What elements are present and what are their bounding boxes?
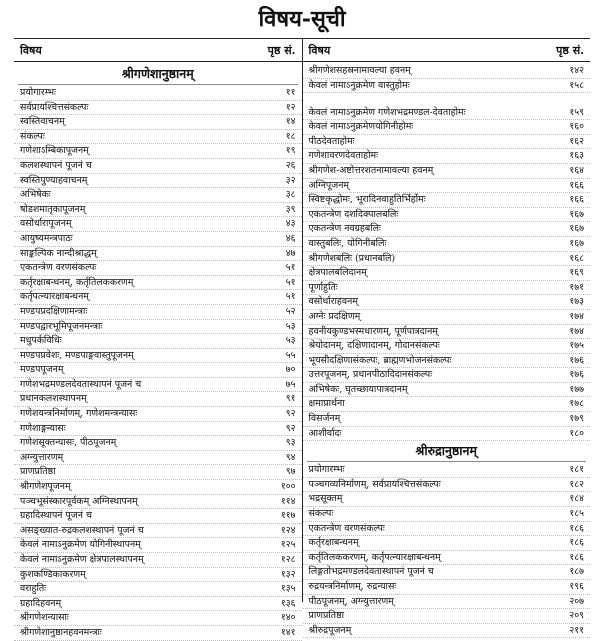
entry-page-number: १६० [569, 121, 584, 133]
entry-page-number: १७४ [569, 325, 584, 337]
entry-page-number: १८० [569, 427, 584, 439]
entry-title: आयुष्यमन्त्रपाठः [20, 232, 73, 244]
entry-page-number: १९६ [569, 581, 584, 592]
entry-page-number: १६९ [569, 267, 584, 279]
section-heading: श्रीगणेशानुष्ठानम् [18, 64, 298, 85]
toc-entry [14, 626, 302, 641]
toc-entry [303, 412, 591, 427]
toc-entry [14, 378, 302, 393]
toc-entry [14, 130, 302, 145]
entry-page-number: ३२ [285, 174, 296, 186]
toc-entry [303, 149, 591, 164]
toc-entry [303, 565, 591, 580]
entry-title: श्रीगणेशसहस्रनामावल्या हवनम् [308, 65, 411, 76]
entry-page-number: २०९ [569, 610, 584, 622]
entry-title: प्राणप्रतिष्ठा [20, 466, 56, 478]
toc-entry [14, 174, 302, 189]
toc-entry [14, 392, 302, 407]
entry-title: श्रीगणेश-अष्टोत्तरशतनामावल्या हवनम् [308, 164, 434, 176]
entry-title: अग्न्युत्तारणम् [20, 451, 64, 463]
toc-entry [14, 144, 302, 159]
toc-entry [303, 624, 591, 639]
toc-entry [14, 276, 302, 291]
toc-entry [14, 436, 302, 451]
toc-entry [303, 536, 591, 551]
toc-entry [303, 93, 591, 120]
entry-page-number: १६२ [569, 135, 584, 147]
entry-title: गणेशयन्त्रनिर्माणम्, गणेशमन्त्रन्यासः [20, 408, 138, 420]
entry-page-number: ९१ [285, 393, 296, 405]
toc-entry [303, 383, 591, 398]
entry-page-number: २६ [285, 159, 296, 171]
entry-page-number: १४० [280, 612, 296, 624]
toc-entry [303, 522, 591, 537]
toc-entry [303, 266, 591, 281]
entry-title: पीठदेवताहोमः [308, 135, 355, 147]
toc-entry [14, 217, 302, 232]
toc-entry [14, 334, 302, 349]
entry-title: प्रयोगारम्भः [20, 87, 57, 98]
toc-entry [14, 247, 302, 262]
toc-entry [14, 568, 302, 583]
entry-title: साङ्कल्पिक नान्दीश्राद्धम् [20, 247, 97, 259]
entry-page-number: १७८ [569, 398, 584, 410]
entry-page-number: १६८ [569, 252, 584, 264]
toc-entry [14, 407, 302, 422]
entry-page-number: १६३ [569, 150, 584, 162]
entry-title: आशीर्वादः [308, 427, 342, 439]
entry-page-number: २११ [569, 624, 584, 636]
entry-title: स्वस्तिवाचनम् [20, 116, 65, 128]
entry-page-number: १७७ [569, 383, 584, 395]
entry-page-number: १६७ [569, 237, 584, 249]
entry-title: मण्डपपूजनम् [20, 364, 64, 376]
toc-entry [14, 305, 302, 320]
toc-entry [303, 179, 591, 194]
entry-page-number: १४१ [280, 626, 296, 638]
toc-entry [303, 463, 591, 478]
entry-page-number: १४२ [569, 65, 584, 76]
toc-entry [14, 203, 302, 218]
entry-title: षोडशमातृकापूजनम् [20, 203, 86, 215]
toc-entry [303, 164, 591, 179]
entry-page-number: १७३ [569, 296, 584, 308]
entry-title: मण्डपप्रदक्षिणामन्त्राः [20, 305, 88, 317]
entry-title: प्राणप्रतिष्ठा [308, 610, 345, 622]
toc-entry [14, 115, 302, 130]
toc-entry [14, 86, 302, 101]
toc-entry [303, 580, 591, 595]
toc-entry [303, 295, 591, 310]
entry-page-number: ५३ [285, 320, 296, 332]
toc-right-column [302, 62, 591, 636]
toc-entry [14, 451, 302, 466]
entry-title: पूर्णाहुतिः [308, 281, 338, 293]
entry-title: ग्रहादिहवनम् [20, 597, 62, 609]
toc-entry [14, 495, 302, 510]
entry-title: एकतन्त्रेण नवग्रहबलिः [308, 223, 381, 235]
entry-title: श्रेयोदानम्, दक्षिणादानम्, गोदानसंकल्पः [308, 340, 440, 352]
toc-columns [14, 62, 590, 638]
entry-title: स्विष्टकृद्धोमः, भूरादिनवाहुतिर्भिर्होमः [308, 194, 426, 206]
toc-entry [14, 101, 302, 116]
toc-entry [14, 480, 302, 495]
entry-page-number: ७० [285, 364, 296, 376]
entry-page-number: १८४ [569, 493, 584, 505]
entry-title: प्रयोगारम्भः [308, 464, 345, 476]
toc-entry [303, 222, 591, 237]
toc-entry [14, 611, 302, 626]
toc-entry [303, 368, 591, 383]
entry-page-number: १८ [285, 130, 296, 142]
entry-title: एकतन्त्रेण दशदिक्पालबलिः [308, 208, 399, 220]
header-right [302, 39, 591, 61]
toc-entry [303, 135, 591, 150]
entry-title: गणेशसूक्तन्यासः, पीठपूजनम् [20, 437, 117, 449]
entry-title: कलशस्थापनं पूजनं च [20, 159, 92, 171]
toc-entry [14, 524, 302, 539]
entry-title: गणेशाऽम्बिकापूजनम् [20, 145, 89, 157]
entry-title: अग्नेः प्रदक्षिणम् [308, 310, 361, 322]
entry-title: पीठपूजनम्, अग्न्युत्तारणम् [308, 595, 394, 607]
toc-entry [303, 492, 591, 507]
entry-page-number: ४६ [285, 232, 296, 244]
toc-entry [303, 120, 591, 135]
entry-page-number: ५५ [285, 349, 296, 361]
toc-entry [303, 507, 591, 522]
entry-title: सर्वप्रायश्चित्तसंकल्पः [20, 101, 89, 113]
toc-entry [303, 208, 591, 223]
toc-entry [14, 159, 302, 174]
entry-page-number: ३९ [285, 203, 296, 215]
entry-title: स्वस्तिपुण्याहवाचनम् [20, 174, 88, 186]
entry-page-number: १७६ [569, 354, 584, 366]
entry-title: मण्डपप्रवेशः, मण्डपाङ्गवास्तुपूजनम् [20, 349, 134, 361]
entry-title: भद्रसूक्तम् [308, 493, 343, 505]
toc-entry [303, 325, 591, 340]
toc-entry [303, 397, 591, 412]
entry-title: एकतन्त्रेण वरणसंकल्पः [308, 522, 385, 534]
entry-title: उत्तरपूजनम्, प्रधानपीठादिदानसंकल्पः [308, 369, 433, 381]
entry-title: हवनीयकुण्डभस्मधारणम्, पूर्णपात्रदानम् [308, 325, 438, 337]
toc-left-column [14, 62, 302, 638]
entry-title: केवलं नामाऽनुक्रमेणयोगिनीहोमः [308, 121, 414, 133]
entry-page-number: ११ [285, 87, 296, 98]
toc-entry [303, 609, 591, 624]
entry-title: पञ्चभूसंस्कारपूर्वकम् अग्निस्थापनम् [20, 495, 138, 507]
toc-entry [14, 261, 302, 276]
toc-entry [14, 320, 302, 335]
entry-page-number: १६६ [569, 194, 584, 206]
entry-page-number: ३८ [285, 189, 296, 201]
header-subject-label: विषय [20, 43, 42, 57]
entry-page-number: ९७ [285, 466, 296, 478]
entry-title: अभिषेकः, घृतच्छायापात्रदानम् [308, 383, 408, 395]
entry-page-number: १८५ [569, 508, 584, 520]
toc-entry [303, 252, 591, 267]
toc-entry [14, 290, 302, 305]
entry-title: कुशकण्डिकाकरणम् [20, 568, 86, 580]
entry-title: वराहुतिः [20, 583, 47, 595]
entry-page-number: ५१ [285, 291, 296, 303]
entry-title: एकतन्त्रेण वरणसंकल्पः [20, 262, 97, 274]
entry-title: संकल्पः [308, 508, 334, 520]
entry-title: ग्रहादिस्थापनं पूजनं च [20, 510, 92, 522]
entry-title: श्रीगणेशबलिः (प्रधानबलि) [308, 252, 396, 264]
entry-title: वसोर्धाराहवनम् [308, 296, 358, 308]
entry-title: प्रधानकलशस्थापनम् [20, 393, 87, 405]
toc-entry [14, 553, 302, 568]
entry-page-number: १७१ [569, 281, 584, 293]
entry-page-number: १८२ [569, 478, 584, 490]
entry-title: गणेशभद्रमण्डलदेवतास्थापनं पूजनं च [20, 378, 142, 390]
entry-page-number: १८७ [569, 566, 584, 578]
entry-title: रुद्रयन्त्रनिर्माणम्, रुद्रन्यासः [308, 581, 397, 592]
entry-page-number: १७६ [569, 369, 584, 381]
entry-title: गणेशाङ्गन्यासः [20, 422, 66, 434]
section-heading: श्रीरुद्रानुष्ठानम् [307, 441, 587, 462]
entry-title: केवलं नामाऽनुक्रमेण क्षेत्रपालस्थापनम् [20, 554, 144, 565]
entry-page-number: ५२ [285, 305, 296, 317]
header-page-label: पृष्ठ सं. [556, 43, 584, 57]
toc-entry [14, 509, 302, 524]
toc-entry [14, 349, 302, 364]
toc-entry [303, 310, 591, 325]
entry-title: क्षेत्रपालबलिदानम् [308, 267, 367, 279]
entry-title: मण्डपद्वारभूमिपूजनमन्त्राः [20, 320, 103, 332]
entry-title: कर्तृरक्षाबन्धनम्, कर्तृतिलककरणम् [20, 276, 134, 288]
toc-entry [303, 354, 591, 369]
entry-title: कर्तृतिलककरणम्, कर्तृपत्न्यारक्षाबन्धनम् [308, 551, 441, 563]
toc-entry [303, 427, 591, 442]
toc-entry [303, 551, 591, 566]
toc-entry [303, 79, 591, 94]
toc-entry [303, 339, 591, 354]
entry-page-number: ५१ [285, 262, 296, 274]
entry-title: श्रीरुद्रपूजनम् [308, 624, 352, 636]
toc-entry [303, 193, 591, 208]
toc-entry [14, 232, 302, 247]
toc-entry [14, 465, 302, 480]
entry-title: असङ्ख्यात-रुद्रकलशस्थापनं पूजनं च [20, 524, 144, 536]
entry-title: अग्निपूजनम् [308, 179, 350, 191]
entry-page-number: १६७ [569, 223, 584, 235]
entry-title: मधुपर्कविधिः [20, 335, 62, 347]
entry-page-number: १७५ [569, 340, 584, 352]
entry-title: केवलं नामाऽनुक्रमेण वास्तुहोमः [308, 79, 410, 91]
entry-title: भूयसीदक्षिणासंकल्पः, ब्राह्मणभोजनसंकल्पः [308, 354, 452, 366]
entry-page-number: १०० [280, 481, 296, 493]
entry-title: पञ्चगव्यनिर्माणम्, सर्वप्रायश्चित्तसंकल्पः [308, 478, 441, 490]
entry-page-number: १३६ [280, 597, 296, 609]
entry-page-number: १३२ [280, 568, 296, 580]
entry-page-number: १७९ [569, 413, 584, 425]
entry-page-number: ९२ [285, 422, 296, 434]
entry-page-number: ९४ [285, 451, 296, 463]
entry-page-number: १४ [285, 116, 296, 128]
toc-entry [14, 582, 302, 597]
toc-entry [14, 422, 302, 437]
entry-page-number: १६६ [569, 179, 584, 191]
entry-page-number: १८१ [569, 464, 584, 476]
entry-page-number: १८६ [569, 551, 584, 563]
entry-title: वास्तुबलिः, योगिनीबलिः [308, 237, 387, 249]
entry-page-number: १३५ [280, 583, 296, 595]
entry-title: कर्तृपत्न्यारक्षाबन्धनम् [20, 291, 89, 303]
entry-title: श्रीगणेशपूजनम् [20, 481, 71, 493]
header-left [14, 39, 302, 61]
header-subject-label: विषय [308, 43, 331, 57]
entry-page-number: ७५ [285, 378, 296, 390]
toc-entry [303, 478, 591, 493]
entry-title: कर्तृरक्षाबन्धनम् [308, 537, 359, 549]
entry-page-number: १२५ [280, 539, 296, 551]
entry-page-number: ४३ [285, 218, 296, 230]
entry-page-number: १२ [285, 101, 296, 113]
entry-title: केवलं नामाऽनुक्रमेण योगिनीस्थापनम् [20, 539, 141, 551]
entry-page-number: १६७ [569, 208, 584, 220]
entry-page-number: १५९ [569, 107, 584, 119]
entry-title: गणेशावरणदेवताहोमः [308, 150, 379, 162]
entry-page-number: १५८ [569, 79, 584, 91]
entry-page-number: १६४ [569, 164, 584, 176]
entry-page-number: ५१ [285, 276, 296, 288]
toc-entry [303, 237, 591, 252]
entry-title: श्रीगणेशानुष्ठानहवनमन्त्राः [20, 626, 102, 638]
entry-page-number: ११७ [280, 510, 296, 522]
entry-page-number: ४७ [285, 247, 296, 259]
toc-entry [303, 281, 591, 296]
entry-title: श्रीगणेशन्यासाः [20, 612, 69, 624]
entry-page-number: ९३ [285, 437, 296, 449]
entry-title: वसोर्धारापूजनम् [20, 218, 72, 230]
toc-entry [303, 64, 591, 79]
toc-entry [14, 188, 302, 203]
entry-page-number: १७४ [569, 310, 584, 322]
entry-page-number: १२८ [280, 554, 296, 565]
entry-title: लिङ्गतोभद्रमण्डलदेवतास्थापनं पूजनं च [308, 566, 434, 578]
entry-page-number: १८६ [569, 537, 584, 549]
entry-page-number: २०७ [569, 595, 584, 607]
header-page-label: पृष्ठ सं. [267, 43, 296, 57]
table-header [14, 38, 590, 62]
toc-entry [14, 363, 302, 378]
entry-title: विसर्जनम् [308, 413, 341, 425]
toc-entry [303, 595, 591, 610]
entry-title: अभिषेकः [20, 189, 51, 201]
entry-page-number: ५३ [285, 335, 296, 347]
entry-title: क्षमाप्रार्थना [308, 398, 345, 410]
entry-page-number: १८६ [569, 522, 584, 534]
entry-page-number: ९२ [285, 408, 296, 420]
toc-entry [14, 597, 302, 612]
entry-title: संकल्पः [20, 130, 45, 142]
entry-page-number: ११४ [280, 495, 296, 507]
entry-page-number: १२४ [280, 524, 296, 536]
entry-page-number: १९ [285, 145, 296, 157]
page-title: विषय-सूची [258, 6, 346, 32]
toc-entry [14, 538, 302, 553]
entry-title: केवलं नामाऽनुक्रमेण गणेशभद्रमण्डल-देवताहोमः [308, 107, 466, 119]
